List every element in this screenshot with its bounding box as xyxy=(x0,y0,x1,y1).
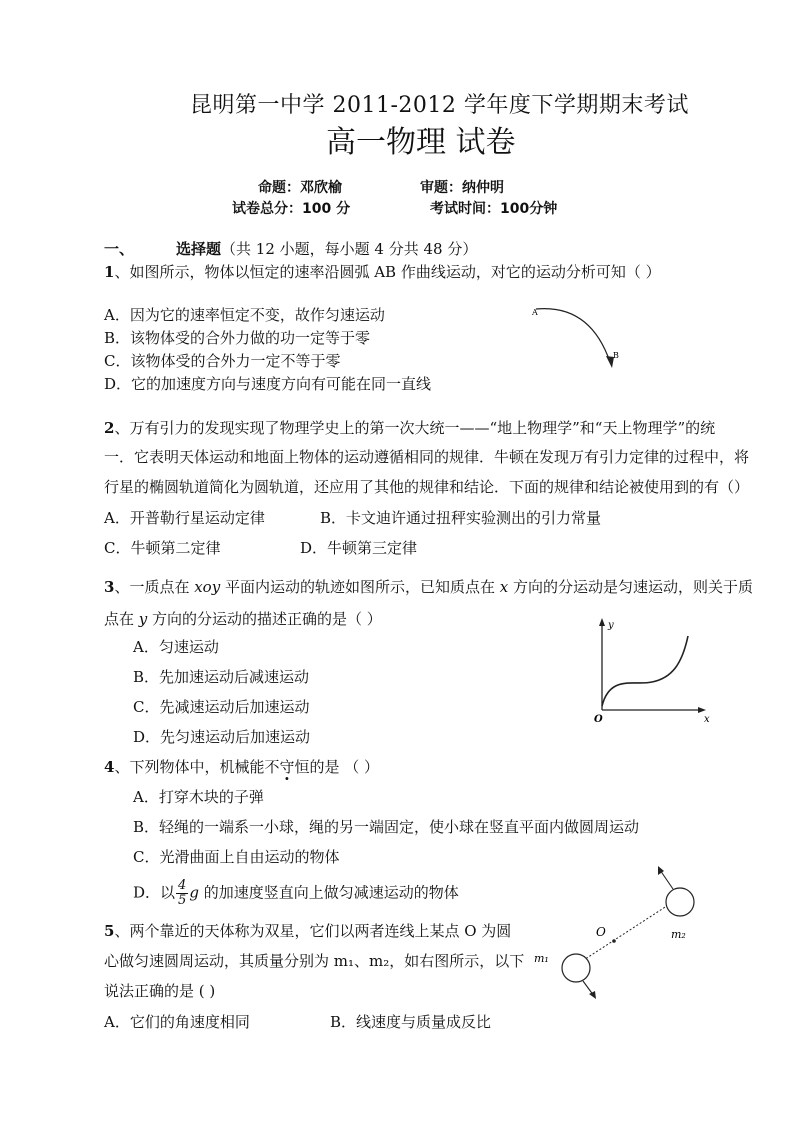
q3-number: 3 xyxy=(104,578,115,596)
q3-line-1 xyxy=(104,576,753,597)
arc-label-b: B xyxy=(613,351,619,360)
label-o: O xyxy=(596,925,606,939)
q4-option-d xyxy=(133,879,459,908)
q1-stem xyxy=(104,261,661,282)
m1-arrowhead xyxy=(589,991,596,999)
q3-text-1b: 平面内运动的轨迹如图所示，已知质点在 xyxy=(220,578,500,596)
center-point xyxy=(612,939,616,943)
fraction-numerator: 4 xyxy=(178,878,187,893)
y-axis-arrow xyxy=(599,618,605,626)
author-label: 命题：邓欣榆 xyxy=(258,180,342,196)
q4-number: 4 xyxy=(104,758,115,776)
q3-line-2 xyxy=(104,608,382,629)
q5-line-1 xyxy=(104,920,511,941)
q3-option-c: C．先减速运动后加速运动 xyxy=(133,698,310,716)
q3-text-1a: 、一质点在 xyxy=(114,578,195,596)
q3-text-1c: 方向的分运动是匀速运动，则关于质 xyxy=(508,578,753,596)
q4-text-c: 的是 （ ） xyxy=(309,758,380,776)
q2-option-b: B．卡文迪许通过扭秤实验测出的引力常量 xyxy=(320,509,602,527)
q3-text-2a: 点在 xyxy=(104,610,139,628)
q2-option-d: D．牛顿第三定律 xyxy=(300,539,418,557)
q2-text-1: 、万有引力的发现实现了物理学史上的第一次大统一——“地上物理学”和“天上物理学”的统 xyxy=(114,419,716,437)
q5-text-1: 、两个靠近的天体称为双星，它们以两者连线上某点 O 为圆 xyxy=(114,922,512,940)
q4-text-a: 、下列物体中，机械能 xyxy=(114,758,265,776)
q4-option-b: B．轻绳的一端系一小球，绳的另一端固定，使小球在竖直平面内做圆周运动 xyxy=(133,818,640,836)
exam-time-label: 考试时间：100分钟 xyxy=(430,201,558,217)
q4-option-a: A．打穿木块的子弹 xyxy=(133,788,264,806)
section-numeral: 一、 xyxy=(104,240,135,258)
fraction-denominator: 5 xyxy=(178,893,187,908)
q3-option-a: A．匀速运动 xyxy=(133,638,219,656)
q1-option-a: A．因为它的速率恒定不变，故作匀速运动 xyxy=(104,306,385,324)
total-score-label: 试卷总分：100 分 xyxy=(232,201,351,217)
q2-number: 2 xyxy=(104,419,115,437)
arc-path xyxy=(536,309,610,362)
q5-line-3: 说法正确的是 ( ) xyxy=(104,982,216,1000)
q2-option-a: A．开普勒行星运动定律 xyxy=(104,509,265,527)
label-m1: m₁ xyxy=(534,952,549,965)
arc-label-a: A xyxy=(532,308,538,317)
q5-option-b: B．线速度与质量成反比 xyxy=(330,1013,492,1031)
m2-velocity-arrow xyxy=(660,870,673,889)
fraction-four-fifths xyxy=(176,879,188,908)
q2-line-2: 一．它表明天体运动和地面上物体的运动遵循相同的规律．牛顿在发现万有引力定律的过程中，将 xyxy=(104,448,750,466)
connecting-line xyxy=(576,900,676,965)
q3-option-b: B．先加速运动后减速运动 xyxy=(133,668,310,686)
q1-text: 、如图所示，物体以恒定的速率沿圆弧 AB 作曲线运动，对它的运动分析可知（ ） xyxy=(114,263,661,281)
q4-d-prefix: D．以 xyxy=(133,883,176,902)
q5-line-2: 心做匀速圆周运动，其质量分别为 m₁、m₂，如右图所示，以下 xyxy=(104,952,525,970)
q4-d-suffix: 的加速度竖直向上做匀减速运动的物体 xyxy=(198,883,459,902)
q5-number: 5 xyxy=(104,922,115,940)
label-m2: m₂ xyxy=(671,928,686,941)
q3-x: x xyxy=(499,578,509,596)
exam-title: 高一物理 试卷 xyxy=(326,125,516,160)
q2-line-1 xyxy=(104,417,715,438)
q2-line-3: 行星的椭圆轨道简化为圆轨道，还应用了其他的规律和结论．下面的规律和结论被使用到的有（） xyxy=(104,478,750,496)
q2-option-c: C．牛顿第二定律 xyxy=(104,539,221,557)
origin-label: O xyxy=(594,714,603,725)
q1-option-c: C．该物体受的合外力一定不等于零 xyxy=(104,352,341,370)
q5-option-a: A．它们的角速度相同 xyxy=(104,1013,250,1031)
section-note: （共 12 小题，每小题 4 分共 48 分） xyxy=(221,240,478,258)
q3-xoy: xoy xyxy=(194,578,221,596)
q1-option-d: D．它的加速度方向与速度方向有可能在同一直线 xyxy=(104,375,432,393)
star-m1 xyxy=(562,954,590,982)
reviewer-label: 审题：纳仲明 xyxy=(420,180,504,196)
q3-text-2b: 方向的分运动的描述正确的是（ ） xyxy=(147,610,382,628)
q1-arc-figure xyxy=(528,300,628,370)
q1-option-b: B．该物体受的合外力做的功一定等于零 xyxy=(104,329,371,347)
q4-stem xyxy=(104,756,379,777)
q4-emphasis: 不守恒 xyxy=(264,758,310,776)
q1-number: 1 xyxy=(104,263,115,281)
q4-g-symbol: g xyxy=(189,883,199,902)
x-axis-label: x xyxy=(704,714,710,725)
star-m2 xyxy=(666,888,694,916)
q3-y: y xyxy=(138,610,148,628)
section-heading xyxy=(104,238,477,259)
trajectory-curve xyxy=(602,636,688,706)
school-title: 昆明第一中学 2011-2012 学年度下学期期末考试 xyxy=(190,93,689,118)
y-axis-label: y xyxy=(608,620,614,631)
q5-binary-star-figure xyxy=(528,862,708,1002)
x-axis-arrow xyxy=(698,707,706,713)
q4-option-c: C．光滑曲面上自由运动的物体 xyxy=(133,848,340,866)
q3-trajectory-figure xyxy=(590,614,720,726)
q3-option-d: D．先匀速运动后加速运动 xyxy=(133,728,311,746)
section-title: 选择题 xyxy=(176,240,222,258)
